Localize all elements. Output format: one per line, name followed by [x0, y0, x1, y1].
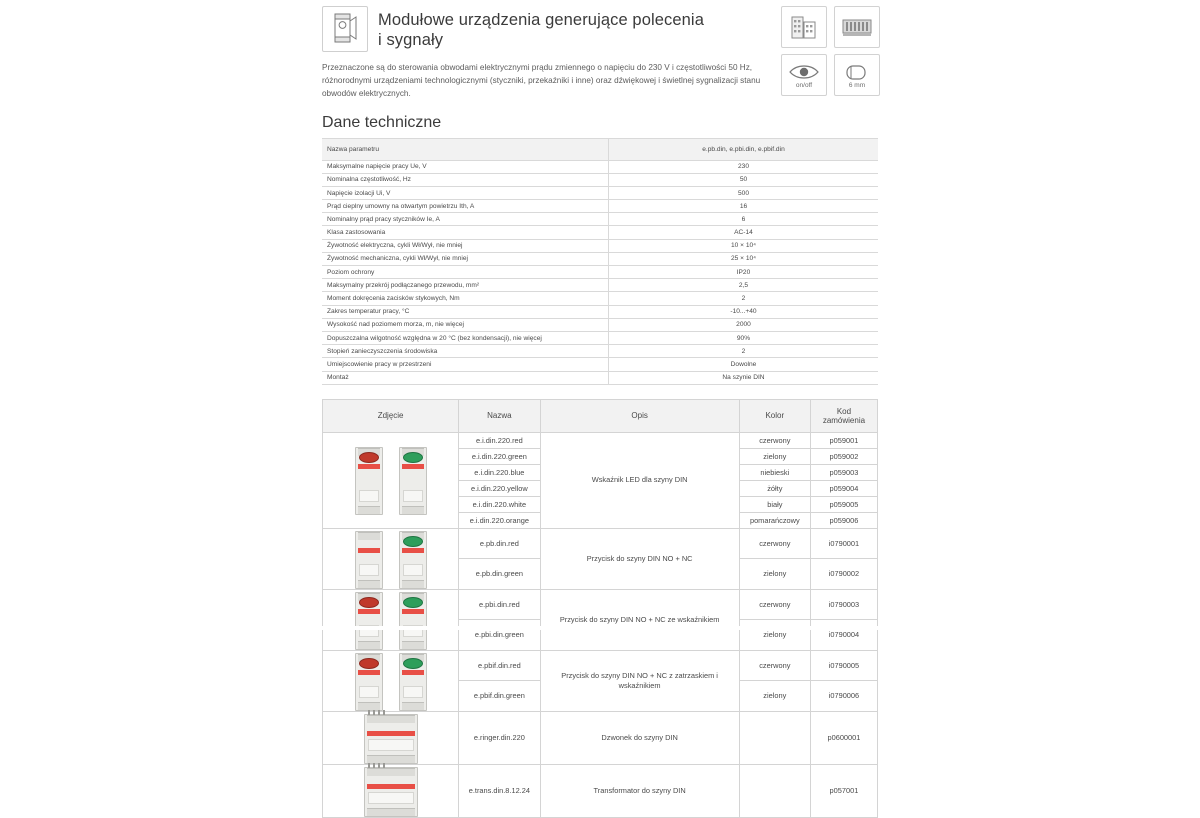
spec-parameter-value: 25 × 10⁴	[609, 252, 879, 265]
spec-parameter-value: Na szynie DIN	[609, 371, 879, 384]
product-order-code: p059002	[810, 448, 877, 464]
product-color: niebieski	[739, 464, 810, 480]
spec-parameter-name: Stopień zanieczyszczenia środowiska	[322, 345, 609, 358]
device-illustration	[355, 447, 383, 515]
spec-row	[322, 292, 878, 305]
spec-row	[322, 358, 878, 371]
product-name: e.pbi.din.red	[459, 589, 540, 620]
product-name: e.i.din.220.red	[459, 432, 540, 448]
product-color: zielony	[739, 448, 810, 464]
product-col-name: Nazwa	[459, 399, 540, 432]
spec-row	[322, 213, 878, 226]
catalog-sheet	[316, 0, 884, 796]
product-name: e.ringer.din.220	[459, 711, 540, 764]
spec-parameter-value: Dowolne	[609, 358, 879, 371]
product-name: e.i.din.220.yellow	[459, 480, 540, 496]
pictogram-row-bottom	[781, 54, 880, 96]
device-illustration	[399, 592, 427, 650]
product-name: e.pbif.din.red	[459, 650, 540, 681]
spec-parameter-value: -10...+40	[609, 305, 879, 318]
spec-row	[322, 186, 878, 199]
spec-parameter-value: 500	[609, 186, 879, 199]
spec-col-value: e.pb.din, e.pbi.din, e.pbif.din	[609, 139, 879, 160]
right-margin-band	[883, 0, 1200, 630]
product-description: Wskaźnik LED dla szyny DIN	[540, 432, 739, 528]
table-row	[323, 711, 878, 764]
spec-parameter-name: Maksymalne napięcie pracy Ue, V	[322, 160, 609, 173]
product-color: zielony	[739, 559, 810, 590]
product-order-code: p059006	[810, 512, 877, 528]
device-illustration	[355, 592, 383, 650]
spec-col-parameter: Nazwa parametru	[322, 139, 609, 160]
device-illustration	[355, 653, 383, 711]
spec-parameter-name: Napięcie izolacji Ui, V	[322, 186, 609, 199]
push-button-indicator-din-photo	[323, 590, 458, 650]
spec-parameter-name: Maksymalny przekrój podłączanego przewodu, mm²	[322, 279, 609, 292]
page-bottom-edge	[0, 626, 1200, 630]
spec-row	[322, 200, 878, 213]
spec-parameter-value: 16	[609, 200, 879, 213]
product-color	[739, 711, 810, 764]
product-order-code: p0600001	[810, 711, 877, 764]
product-col-code: Kod zamówienia	[810, 399, 877, 432]
left-margin-band	[0, 0, 317, 630]
buzzer-icon	[834, 54, 880, 96]
spec-parameter-name: Prąd cieplny umowny na otwartym powietrzu Ith, A	[322, 200, 609, 213]
product-name: e.pbi.din.green	[459, 620, 540, 651]
product-order-code: i0790006	[810, 681, 877, 712]
transformer-din-photo	[323, 765, 458, 817]
svg-text:6 mm: 6 mm	[848, 82, 866, 89]
product-color	[739, 764, 810, 817]
product-name: e.pb.din.red	[459, 528, 540, 559]
spec-parameter-name: Dopuszczalna wilgotność względna w 20 °C (bez kondensacji), nie więcej	[322, 331, 609, 344]
spec-parameter-value: 2	[609, 292, 879, 305]
spec-parameter-value: AC-14	[609, 226, 879, 239]
product-photo-cell	[323, 711, 459, 764]
product-photo-cell	[323, 764, 459, 817]
table-row	[323, 432, 878, 448]
product-name: e.pb.din.green	[459, 559, 540, 590]
spec-row	[322, 266, 878, 279]
spec-row	[322, 331, 878, 344]
product-header-row	[323, 399, 878, 432]
product-name: e.pbif.din.green	[459, 681, 540, 712]
product-name: e.i.din.220.orange	[459, 512, 540, 528]
ringer-din-photo	[323, 712, 458, 764]
spec-parameter-value: 2	[609, 345, 879, 358]
svg-text:on/off: on/off	[795, 82, 813, 89]
spec-parameter-name: Nominalny prąd pracy styczników Ie, A	[322, 213, 609, 226]
device-illustration	[399, 447, 427, 515]
spec-row	[322, 279, 878, 292]
table-row	[323, 650, 878, 681]
product-color: zielony	[739, 620, 810, 651]
product-order-code: p057001	[810, 764, 877, 817]
pictogram-row-top	[781, 6, 880, 48]
product-photo-cell	[323, 528, 459, 589]
spec-parameter-name: Żywotność elektryczna, cykli Wł/Wył, nie mniej	[322, 239, 609, 252]
product-color: czerwony	[739, 528, 810, 559]
product-order-code: i0790003	[810, 589, 877, 620]
spec-parameter-name: Poziom ochrony	[322, 266, 609, 279]
product-color: żółty	[739, 480, 810, 496]
spec-parameter-name: Wysokość nad poziomem morza, m, nie więcej	[322, 318, 609, 331]
spec-parameter-value: 6	[609, 213, 879, 226]
device-illustration	[355, 531, 383, 589]
product-order-code: i0790004	[810, 620, 877, 651]
product-col-photo: Zdjęcie	[323, 399, 459, 432]
spec-row	[322, 252, 878, 265]
product-photo-cell	[323, 432, 459, 528]
intro-paragraph: Przeznaczone są do sterowania obwodami elektrycznymi prądu zmiennego o napięciu do 230 V i częstotliwości 50 Hz, różnorodnymi urządzeniami technologicznymi (styczniki, przekaźniki i inne) oraz dźwiękowej i świetlnej sygnalizacji stanu obwodów elektrycznych.	[322, 63, 761, 98]
product-description: Dzwonek do szyny DIN	[540, 711, 739, 764]
device-illustration	[364, 714, 418, 764]
product-col-color: Kolor	[739, 399, 810, 432]
eye-onoff-icon	[781, 54, 827, 96]
product-name: e.i.din.220.blue	[459, 464, 540, 480]
din-module-icon	[322, 6, 368, 52]
spec-parameter-name: Zakres temperatur pracy, °C	[322, 305, 609, 318]
product-color: czerwony	[739, 432, 810, 448]
spec-parameter-value: IP20	[609, 266, 879, 279]
push-button-din-photo	[323, 529, 458, 589]
spec-parameter-name: Nominalna częstotliwość, Hz	[322, 173, 609, 186]
table-row	[323, 589, 878, 620]
spec-table	[322, 138, 878, 384]
product-order-code: i0790001	[810, 528, 877, 559]
product-color: czerwony	[739, 650, 810, 681]
table-row	[323, 528, 878, 559]
product-color: zielony	[739, 681, 810, 712]
spec-parameter-value: 90%	[609, 331, 879, 344]
spec-parameter-name: Umiejscowienie pracy w przestrzeni	[322, 358, 609, 371]
device-illustration	[399, 531, 427, 589]
spec-parameter-value: 50	[609, 173, 879, 186]
table-row	[323, 764, 878, 817]
product-description: Przycisk do szyny DIN NO + NC z zatrzaskiem i wskaźnikiem	[540, 650, 739, 711]
spec-row	[322, 371, 878, 384]
product-col-description: Opis	[540, 399, 739, 432]
product-description: Przycisk do szyny DIN NO + NC ze wskaźnikiem	[540, 589, 739, 650]
spec-parameter-value: 2000	[609, 318, 879, 331]
spec-row	[322, 239, 878, 252]
spec-row	[322, 173, 878, 186]
product-name: e.i.din.220.white	[459, 496, 540, 512]
led-indicator-din-photo	[323, 445, 458, 515]
push-button-latch-din-photo	[323, 651, 458, 711]
product-order-code: p059003	[810, 464, 877, 480]
product-table	[322, 399, 878, 818]
spec-parameter-name: Klasa zastosowania	[322, 226, 609, 239]
product-color: pomarańczowy	[739, 512, 810, 528]
device-illustration	[399, 653, 427, 711]
product-order-code: i0790002	[810, 559, 877, 590]
product-name: e.trans.din.8.12.24	[459, 764, 540, 817]
product-color: biały	[739, 496, 810, 512]
page-header	[316, 0, 884, 100]
device-illustration	[364, 767, 418, 817]
spec-row	[322, 318, 878, 331]
product-photo-cell	[323, 589, 459, 650]
spec-parameter-name: Żywotność mechaniczna, cykli Wł/Wył, nie mniej	[322, 252, 609, 265]
product-name: e.i.din.220.green	[459, 448, 540, 464]
spec-section-heading: Dane techniczne	[322, 114, 442, 132]
din-rail-icon	[834, 6, 880, 48]
spec-header-row	[322, 139, 878, 160]
product-order-code: i0790005	[810, 650, 877, 681]
product-order-code: p059005	[810, 496, 877, 512]
spec-row	[322, 305, 878, 318]
spec-row	[322, 226, 878, 239]
product-photo-cell	[323, 650, 459, 711]
product-color: czerwony	[739, 589, 810, 620]
product-order-code: p059004	[810, 480, 877, 496]
spec-parameter-value: 2,5	[609, 279, 879, 292]
spec-row	[322, 160, 878, 173]
product-description: Transformator do szyny DIN	[540, 764, 739, 817]
spec-parameter-name: Moment dokręcenia zacisków stykowych, Nm	[322, 292, 609, 305]
product-order-code: p059001	[810, 432, 877, 448]
spec-parameter-name: Montaż	[322, 371, 609, 384]
spec-parameter-value: 230	[609, 160, 879, 173]
product-description: Przycisk do szyny DIN NO + NC	[540, 528, 739, 589]
page-title: Modułowe urządzenia generujące polecenia i sygnały	[378, 11, 704, 50]
spec-parameter-value: 10 × 10⁴	[609, 239, 879, 252]
building-icon	[781, 6, 827, 48]
spec-row	[322, 345, 878, 358]
